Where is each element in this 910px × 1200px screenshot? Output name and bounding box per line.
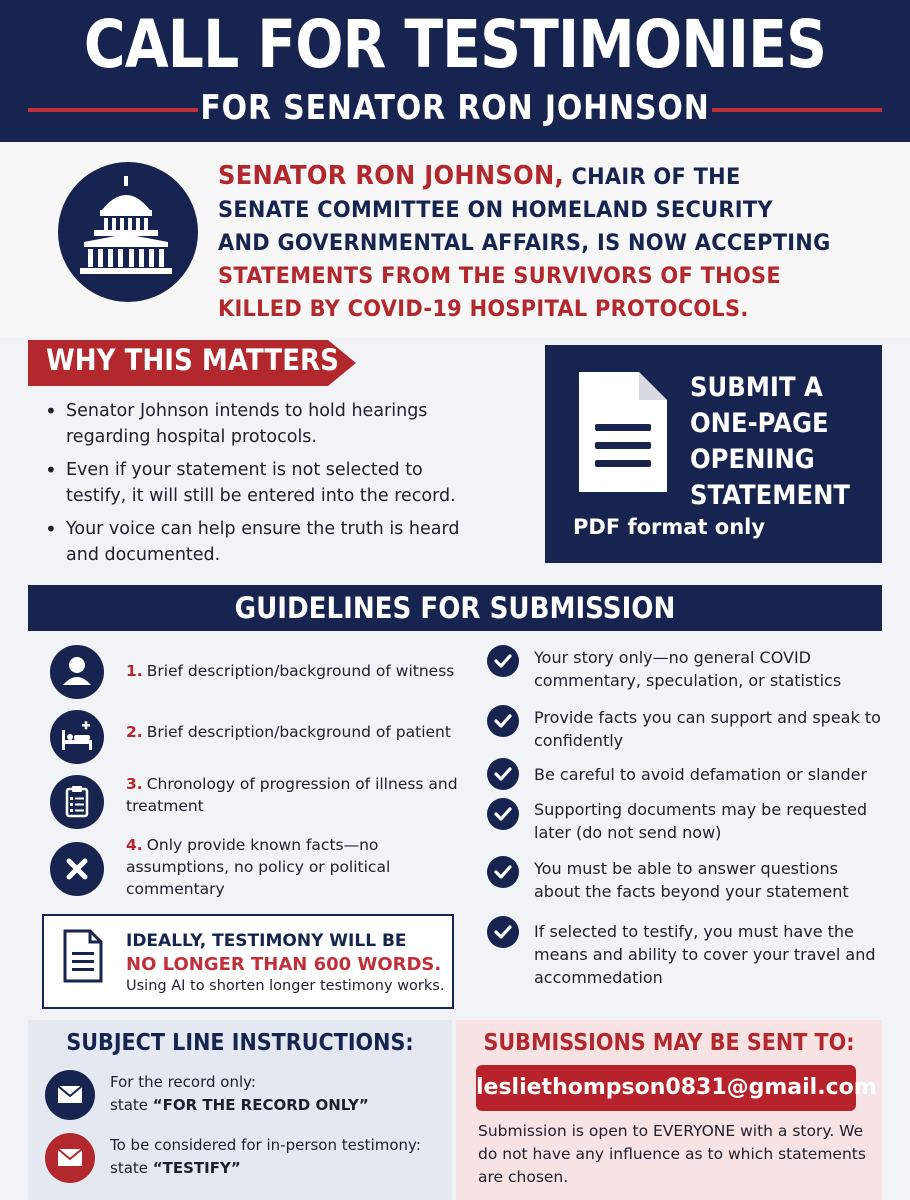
document-icon (62, 928, 104, 988)
page-title: CALL FOR TESTIMONIES (83, 6, 827, 83)
document-icon (573, 368, 673, 500)
ideal-line-2: NO LONGER THAN 600 WORDS. (126, 954, 442, 975)
submit-title: SUBMIT A ONE-PAGE OPENING STATEMENT (690, 372, 850, 511)
check-item: Be careful to avoid defamation or slander (534, 765, 868, 784)
check-item: You must be able to answer questions about the facts beyond your statement (534, 859, 849, 901)
x-icon (50, 842, 104, 896)
guideline-3: 3. Chronology of progression of illness and treatment (126, 775, 458, 815)
guideline-2: 2. Brief description/background of patient (126, 723, 451, 741)
person-icon (50, 645, 104, 699)
hospital-bed-icon (50, 710, 104, 764)
submit-format: PDF format only (573, 515, 766, 539)
subject-item-testify: To be considered for in-person testimony: state “TESTIFY” (110, 1136, 421, 1177)
intro-statement (218, 160, 832, 326)
check-item: Your story only—no general COVID commentary, speculation, or statistics (534, 648, 842, 690)
envelope-icon (45, 1133, 95, 1183)
why-list (40, 398, 480, 575)
clipboard-icon (50, 775, 104, 829)
senator-role: CHAIR OF THE SENATE COMMITTEE ON HOMELAND SECURITY AND GOVERNMENTAL AFFAIRS, IS NOW ACCEPTING (218, 164, 831, 256)
senator-name: SENATOR RON JOHNSON, (218, 161, 564, 191)
send-note: Submission is open to EVERYONE with a story. We do not have any influence as to which statements are chosen. (478, 1122, 866, 1186)
subject-title: SUBJECT LINE INSTRUCTIONS: (66, 1030, 414, 1056)
guidelines-title: GUIDELINES FOR SUBMISSION (234, 591, 676, 625)
list-item: • Your voice can help ensure the truth is heard and documented. (40, 516, 480, 568)
check-item: Provide facts you can support and speak to confidently (534, 708, 881, 750)
ideal-line-3: Using AI to shorten longer testimony works. (126, 978, 445, 994)
email-address-link[interactable]: lesliethompson0831@gmail.com (476, 1065, 856, 1111)
send-title: SUBMISSIONS MAY BE SENT TO: (483, 1030, 855, 1056)
check-icon (487, 916, 519, 948)
envelope-icon (45, 1070, 95, 1120)
check-icon (487, 705, 519, 737)
guideline-4: 4. Only provide known facts—no assumptions, no policy or political commentary (126, 836, 391, 898)
check-icon (487, 856, 519, 888)
check-icon (487, 758, 519, 790)
list-item: • Senator Johnson intends to hold hearings regarding hospital protocols. (40, 398, 480, 450)
intro-emphasis: STATEMENTS FROM THE SURVIVORS OF THOSE KILLED BY COVID-19 HOSPITAL PROTOCOLS. (218, 263, 781, 322)
why-title: WHY THIS MATTERS (46, 343, 339, 377)
capitol-icon (58, 162, 198, 302)
subject-item-record: For the record only: state “FOR THE RECORD ONLY” (110, 1073, 369, 1114)
guideline-1: 1. Brief description/background of witness (126, 662, 455, 680)
check-icon (487, 798, 519, 830)
check-icon (487, 645, 519, 677)
list-item: • Even if your statement is not selected to testify, it will still be entered into the record. (40, 457, 480, 509)
check-item: If selected to testify, you must have the means and ability to cover your travel and accommedation (534, 922, 876, 987)
page-subtitle: FOR SENATOR RON JOHNSON (200, 88, 710, 128)
ideal-line-1: IDEALLY, TESTIMONY WILL BE (126, 931, 407, 951)
check-item: Supporting documents may be requested later (do not send now) (534, 800, 868, 842)
